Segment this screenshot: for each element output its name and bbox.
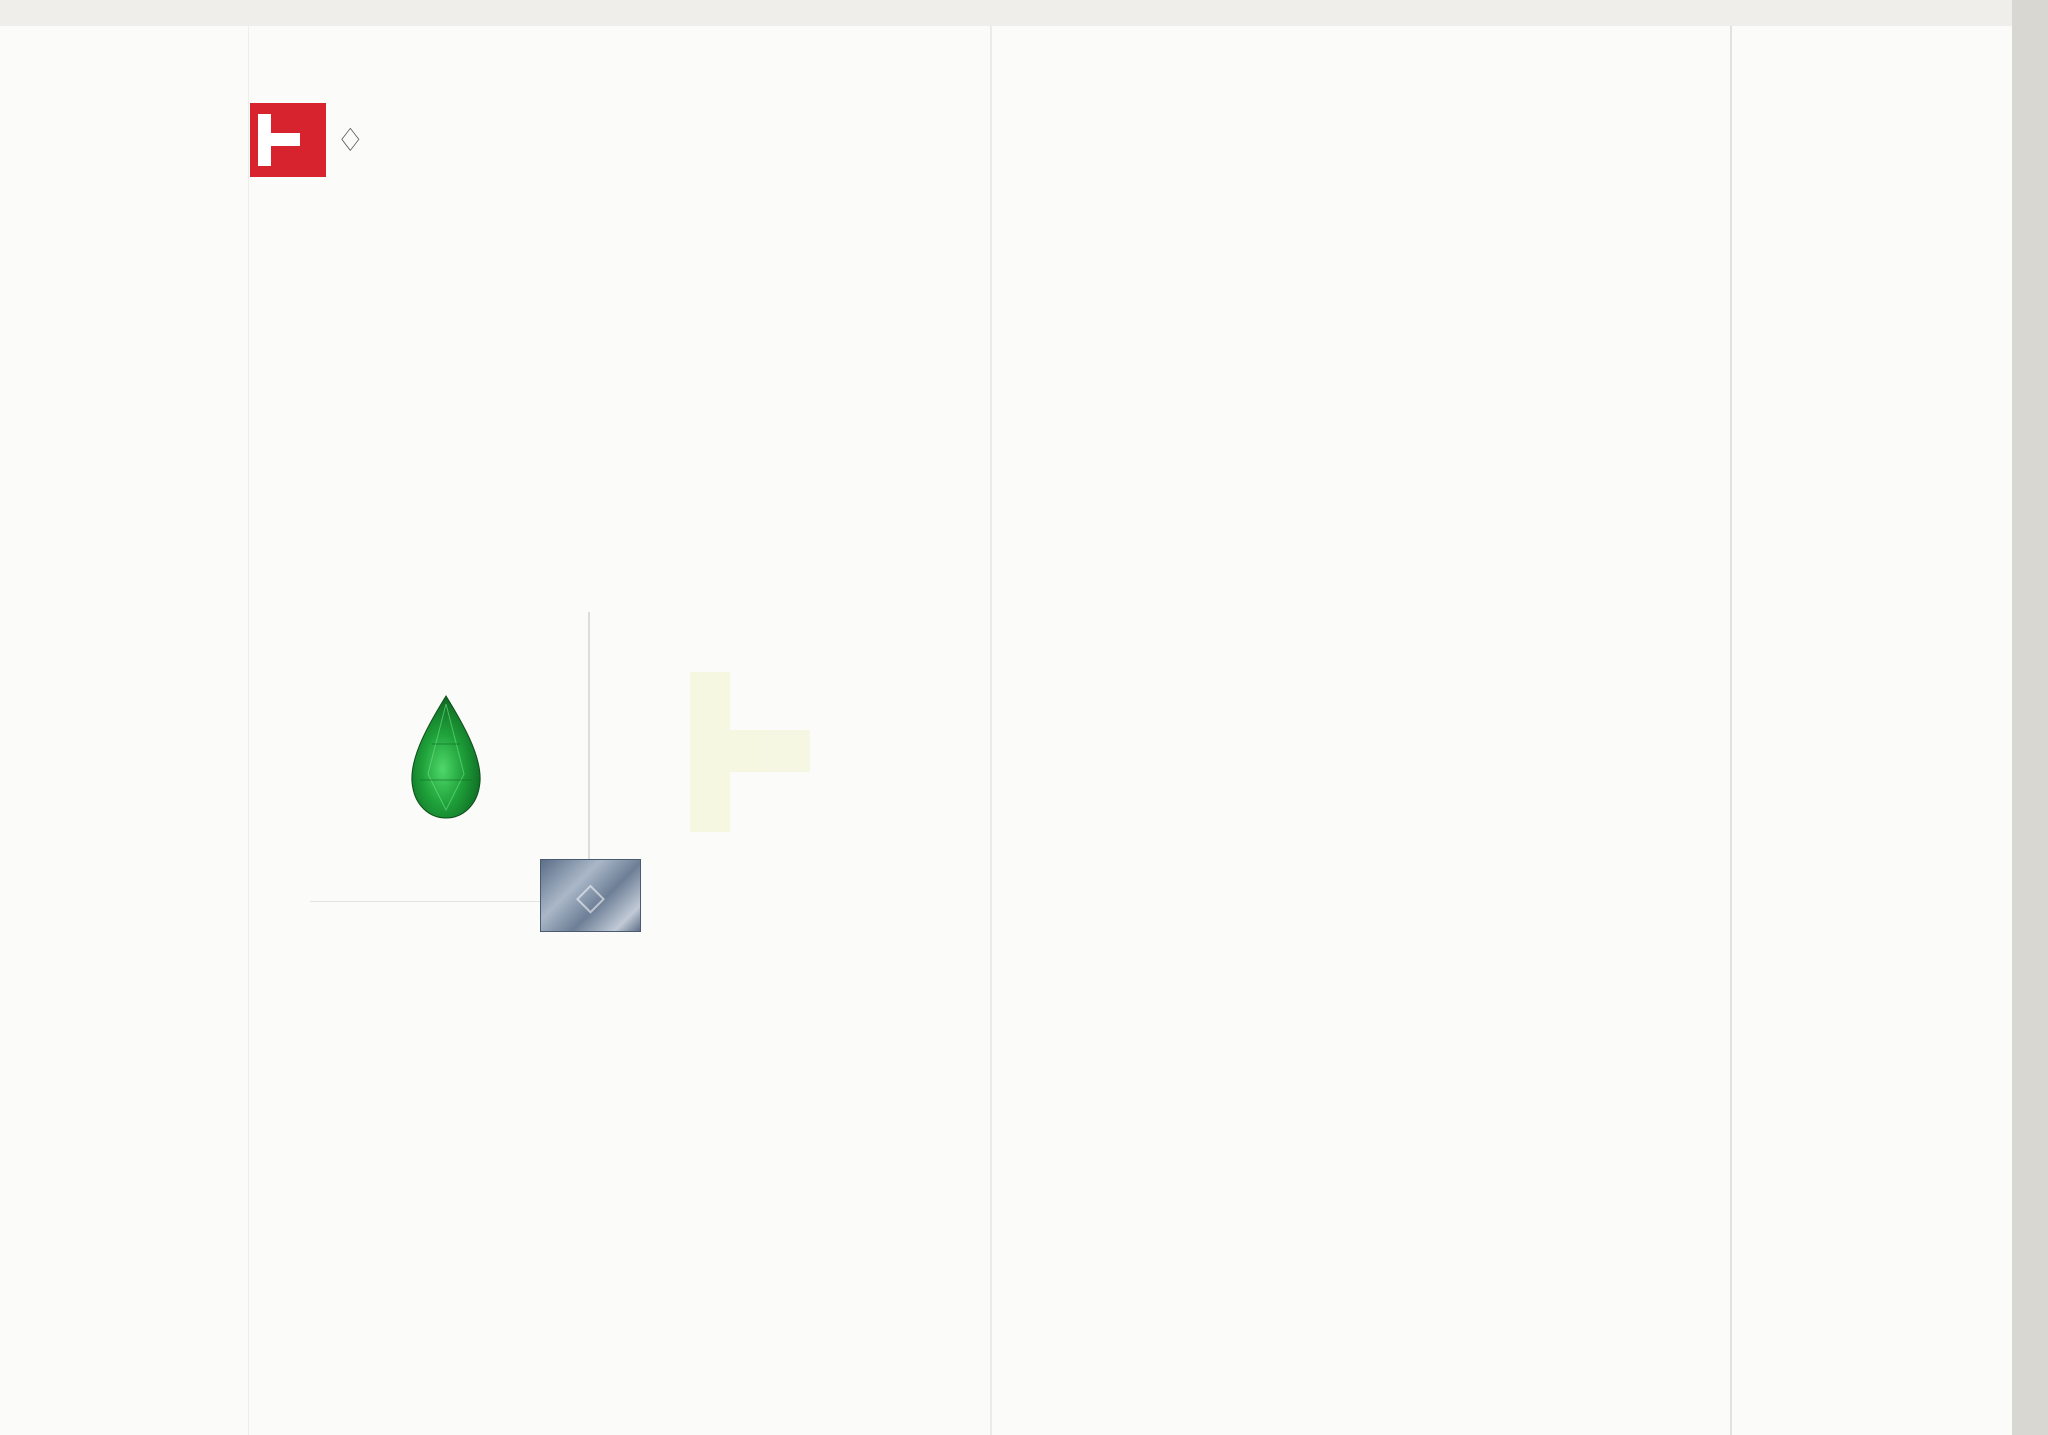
scan-top-edge: [0, 0, 2048, 26]
logo-line-swisslab-row: [336, 123, 366, 157]
watermark-cross-icon: [690, 672, 810, 832]
left-panel-edge: [248, 26, 249, 1435]
hologram-diamond-icon: ◇: [575, 873, 606, 918]
swiss-cross-icon: [258, 114, 300, 166]
report-sheet: [0, 26, 2012, 1435]
scan-right-edge: [2012, 0, 2048, 1435]
grs-logo-words: [336, 123, 366, 157]
grs-logo: [250, 103, 366, 177]
grs-logo-badge: [250, 103, 326, 177]
gemstone-photo: [408, 694, 484, 820]
right-panel-edge: [1730, 26, 1732, 1435]
page-fold: [990, 26, 992, 1435]
hologram-seal: [540, 859, 641, 932]
diamond-icon: ♢: [336, 121, 366, 159]
grs-watermark: [690, 672, 840, 832]
